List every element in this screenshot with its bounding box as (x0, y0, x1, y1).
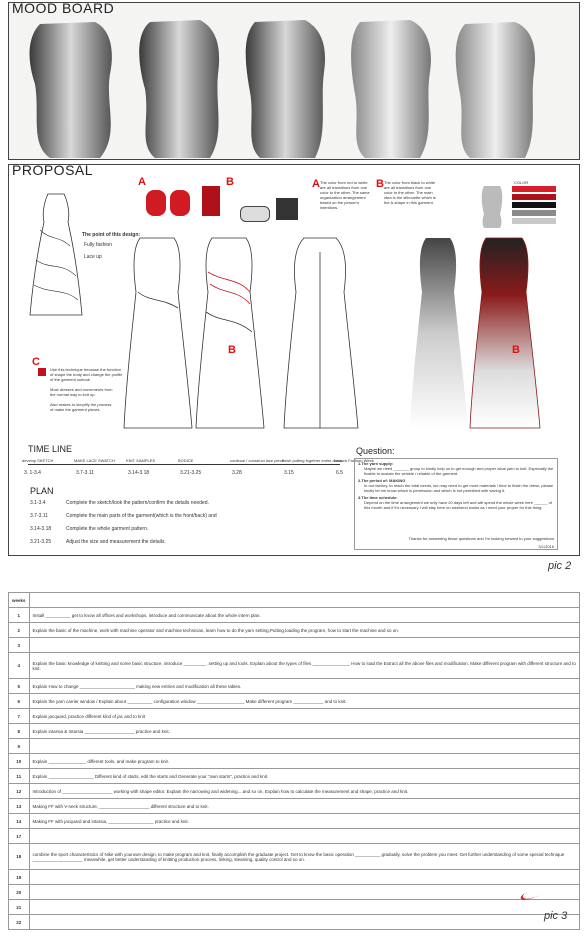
text-a-label: A (312, 178, 320, 190)
table-row (9, 915, 580, 930)
table-row (9, 679, 580, 694)
week-task: Explain How to change ______________________ making new entries and modification all these tables. (29, 679, 579, 694)
plan-text: Complete the sketch/look the pattern/confirm the details needed. (66, 500, 209, 506)
color-swatches (512, 186, 556, 226)
week-number: 14 (9, 814, 30, 829)
week-task: Explain intarsia & Intarsia ____________________ practice and knit. (29, 724, 579, 739)
question-title: Question: (356, 446, 395, 456)
timeline-title: TIME LINE (28, 444, 73, 454)
timeline-label: develop SKETCH (22, 458, 54, 463)
week-number: 22 (9, 915, 30, 930)
week-number: 1 (9, 608, 30, 623)
dress-bw (410, 238, 468, 428)
table-header-row (9, 593, 580, 608)
week-task: Install __________ get to know all offices and workshops, introduce and communicate about the whole intern plan. (29, 608, 579, 623)
plan-date: 3.7-3.11 (30, 513, 48, 519)
week-task (29, 885, 579, 900)
dress-red (470, 238, 540, 428)
dress-label-b-1: B (228, 344, 236, 356)
week-number: 2 (9, 623, 30, 638)
moodboard-title: MOOD BOARD (12, 0, 115, 16)
sketch-point-label: The point of this design: (82, 232, 141, 238)
timeline-date: 3.14-3.18 (128, 470, 150, 476)
timeline-labels (22, 458, 374, 464)
week-number: 19 (9, 870, 30, 885)
timeline-date: 3.21-3.25 (180, 470, 202, 476)
sketch-point-line-1: Fully fashion (84, 242, 113, 248)
color-swatch (512, 218, 556, 224)
timeline-dates (24, 470, 348, 478)
week-task (29, 915, 579, 930)
week-task: Explain the basic knowledge of knitting and some basic structure, introduce _________ ,setting up and tools. Explain about the types of files _______________ How to load the Extract all the above files and modification. Make different program with different structure and to knit. (29, 653, 579, 679)
question-items (358, 461, 554, 531)
timeline-label: KNIT SAMPLES (126, 458, 156, 463)
week-number: 8 (9, 724, 30, 739)
sketch-point-line-2: Lace up (84, 254, 102, 260)
question-date: 3/1/2016 (538, 544, 554, 549)
plan-text: Complete the whole garment pattern. (66, 526, 149, 532)
table-row (9, 623, 580, 638)
caption-pic3: pic 3 (544, 910, 568, 922)
week-number: 17 (9, 829, 30, 844)
question-head: 3.The time schedule: (358, 495, 398, 500)
week-task: Explain the yarn carrier window / Explain about __________ configuration window ___________________ Make different program ____________ and to knit. (29, 694, 579, 709)
plan-rows (30, 500, 340, 552)
week-task (29, 870, 579, 885)
torso-4 (351, 20, 431, 158)
table-row (9, 709, 580, 724)
shoe-icon (240, 206, 270, 222)
timeline-date: 3.28 (232, 470, 242, 476)
table-row (9, 829, 580, 844)
week-number: 21 (9, 900, 30, 915)
text-b-label: B (376, 178, 384, 190)
week-number: 5 (9, 679, 30, 694)
question-head: 2.The period of: MAKING (358, 478, 406, 483)
plan-date: 3.14-3.18 (30, 526, 52, 532)
plan-date: 3.1-3.4 (30, 500, 46, 506)
table-row (9, 885, 580, 900)
week-number: 6 (9, 694, 30, 709)
table-row (9, 724, 580, 739)
week-number: 3 (9, 638, 30, 653)
color-label: COLOR (514, 180, 529, 185)
week-task (29, 638, 579, 653)
text-a: The color from red to white are all transitions from one color to the other. The same organization arrangement based on the person's intentions. (320, 180, 370, 210)
table-row (9, 694, 580, 709)
timeline-label: BODICE (178, 458, 194, 463)
color-swatch (512, 202, 556, 208)
torso-1 (30, 22, 112, 158)
table-row (9, 769, 580, 784)
dress-back (284, 238, 358, 428)
text-b: The color from black to white are all transitions from one color to the other. The main idea is the silhouette which is the A-shape in this garment. (384, 180, 436, 205)
table-row (9, 784, 580, 799)
header-blank (29, 593, 579, 608)
timeline-date: 3.15 (284, 470, 294, 476)
table-row (9, 653, 580, 679)
week-task: Explain _______________ different tools, and make program to knit. (29, 754, 579, 769)
week-task (29, 739, 579, 754)
plan-title: PLAN (30, 486, 54, 496)
table-row (9, 739, 580, 754)
color-swatch (512, 210, 556, 216)
timeline-label: Launch Fashion Week (334, 458, 374, 463)
table-row (9, 870, 580, 885)
torso-5 (456, 22, 535, 158)
plan-row (30, 526, 340, 532)
week-task (29, 829, 579, 844)
shoe-icon (170, 190, 190, 216)
week-task: Explain jacquard, practice different kind of jac and to knit (29, 709, 579, 724)
question-body: In our factory, to reach the total needs, we may need to get more materials / time to finish the dress, please kindly let me know which is permission and which is not permitted with saving it. (364, 483, 554, 493)
week-task: Introduction of ____________________ working with shape editor. Explain the narrowing and widening....and so on, Explain how to calculate the measurement and shape, practice and knit. (29, 784, 579, 799)
table-row (9, 844, 580, 870)
plan-row (30, 500, 340, 506)
note-swatch (38, 368, 46, 376)
shoe-icon (146, 190, 166, 216)
plan-text: Complete the main parts of the garment(which is the front/back) and (66, 513, 217, 519)
timeline-date: 6.5 (336, 470, 343, 476)
note-label-c: C (32, 356, 40, 368)
timeline-label: continue / construct lace piece (230, 458, 284, 463)
dress-patterns (120, 232, 560, 432)
week-number: 13 (9, 799, 30, 814)
nike-swoosh-icon (520, 888, 548, 898)
label-b: B (226, 176, 234, 188)
schedule-table (8, 592, 580, 930)
table-row (9, 754, 580, 769)
fabric-swatch-red (202, 186, 220, 216)
question-body: Depend on the time arrangement we only have 20 days left and will spend the whole week here ______ of this month and if it's necessary I will stay here on weekend works as I need your proper for this thing. (364, 500, 552, 510)
week-task: Explain the basic of the machine, work with machine operator and machine technician, learn how to do the yarn setting,Putting,loading the program, how to start the machine and so on. (29, 623, 579, 638)
color-swatch (512, 194, 556, 200)
plan-row (30, 513, 340, 519)
question-thanks: Thanks for answering those questions and I'm looking forward to your suggestions (408, 536, 554, 541)
table-row (9, 814, 580, 829)
proposal-title: PROPOSAL (12, 162, 94, 178)
week-number: 11 (9, 769, 30, 784)
question-body: Maybe we need _______ group to kindly help us to get enough and proper what yarn to knit. Especially the fixable to sustain the wrinkle / reliable of the garment. (364, 466, 554, 476)
dress-front (124, 238, 192, 428)
fabric-swatch-dark (276, 198, 298, 220)
torso-2 (139, 20, 219, 158)
caption-pic2: pic 2 (548, 560, 572, 572)
torso-reference (476, 184, 508, 228)
dress-sketch-icon (26, 190, 86, 320)
table-row (9, 638, 580, 653)
table-row (9, 608, 580, 623)
label-a: A (138, 176, 146, 188)
timeline-label: finish putting together entire dress (282, 458, 343, 463)
table-row (9, 900, 580, 915)
plan-row (30, 539, 340, 545)
week-task: combine the sport characteristics of Nike with yourown design, to make program and knit, finally accomplish the graduate project. Get to know the basic operation __________ gradually, solve the problem you meet. Get further understanding of some special technique ____________________ meanwhile, get better understanding of knitting production process, linking, steaming, quality control and so on. (29, 844, 579, 870)
plan-date: 3.21-3.25 (30, 539, 52, 545)
question-head: 1.The yarn supply: (358, 461, 394, 466)
week-number: 7 (9, 709, 30, 724)
week-task: Making FF with V-neck structure, ____________________ different structure and to knit. (29, 799, 579, 814)
week-number: 10 (9, 754, 30, 769)
week-number: 20 (9, 885, 30, 900)
week-number: 18 (9, 844, 30, 870)
week-task: Making FF with jacquard and intarsia, __________________ practice and knit. (29, 814, 579, 829)
dress-front-pattern (196, 238, 264, 428)
timeline-label: MAKE LACE SWATCH (74, 458, 115, 463)
table-row (9, 799, 580, 814)
dress-label-b-2: B (512, 344, 520, 356)
week-task: Explain __________________ Different kind of starts, edit the starts and Generate your "own starts", practice and knit. (29, 769, 579, 784)
moodboard-images (10, 14, 578, 158)
timeline-axis (28, 464, 340, 465)
timeline-date: 3.7-3.11 (76, 470, 94, 476)
color-swatch (512, 186, 556, 192)
left-note: Use this technique because the function of shape the body and change the profile of the garment outlook. Most dresses and movements from the normal way to knit up. Also makes to simplify the process of make the garment pieces. (50, 367, 123, 412)
week-task (29, 900, 579, 915)
week-number: 12 (9, 784, 30, 799)
weeks-header: weeks (9, 593, 30, 608)
week-number: 9 (9, 739, 30, 754)
timeline-date: 3. 1-3.4 (24, 470, 41, 476)
plan-text: Adjust the size and measurement the details. (66, 539, 166, 545)
torso-3 (246, 20, 325, 158)
week-number: 4 (9, 653, 30, 679)
